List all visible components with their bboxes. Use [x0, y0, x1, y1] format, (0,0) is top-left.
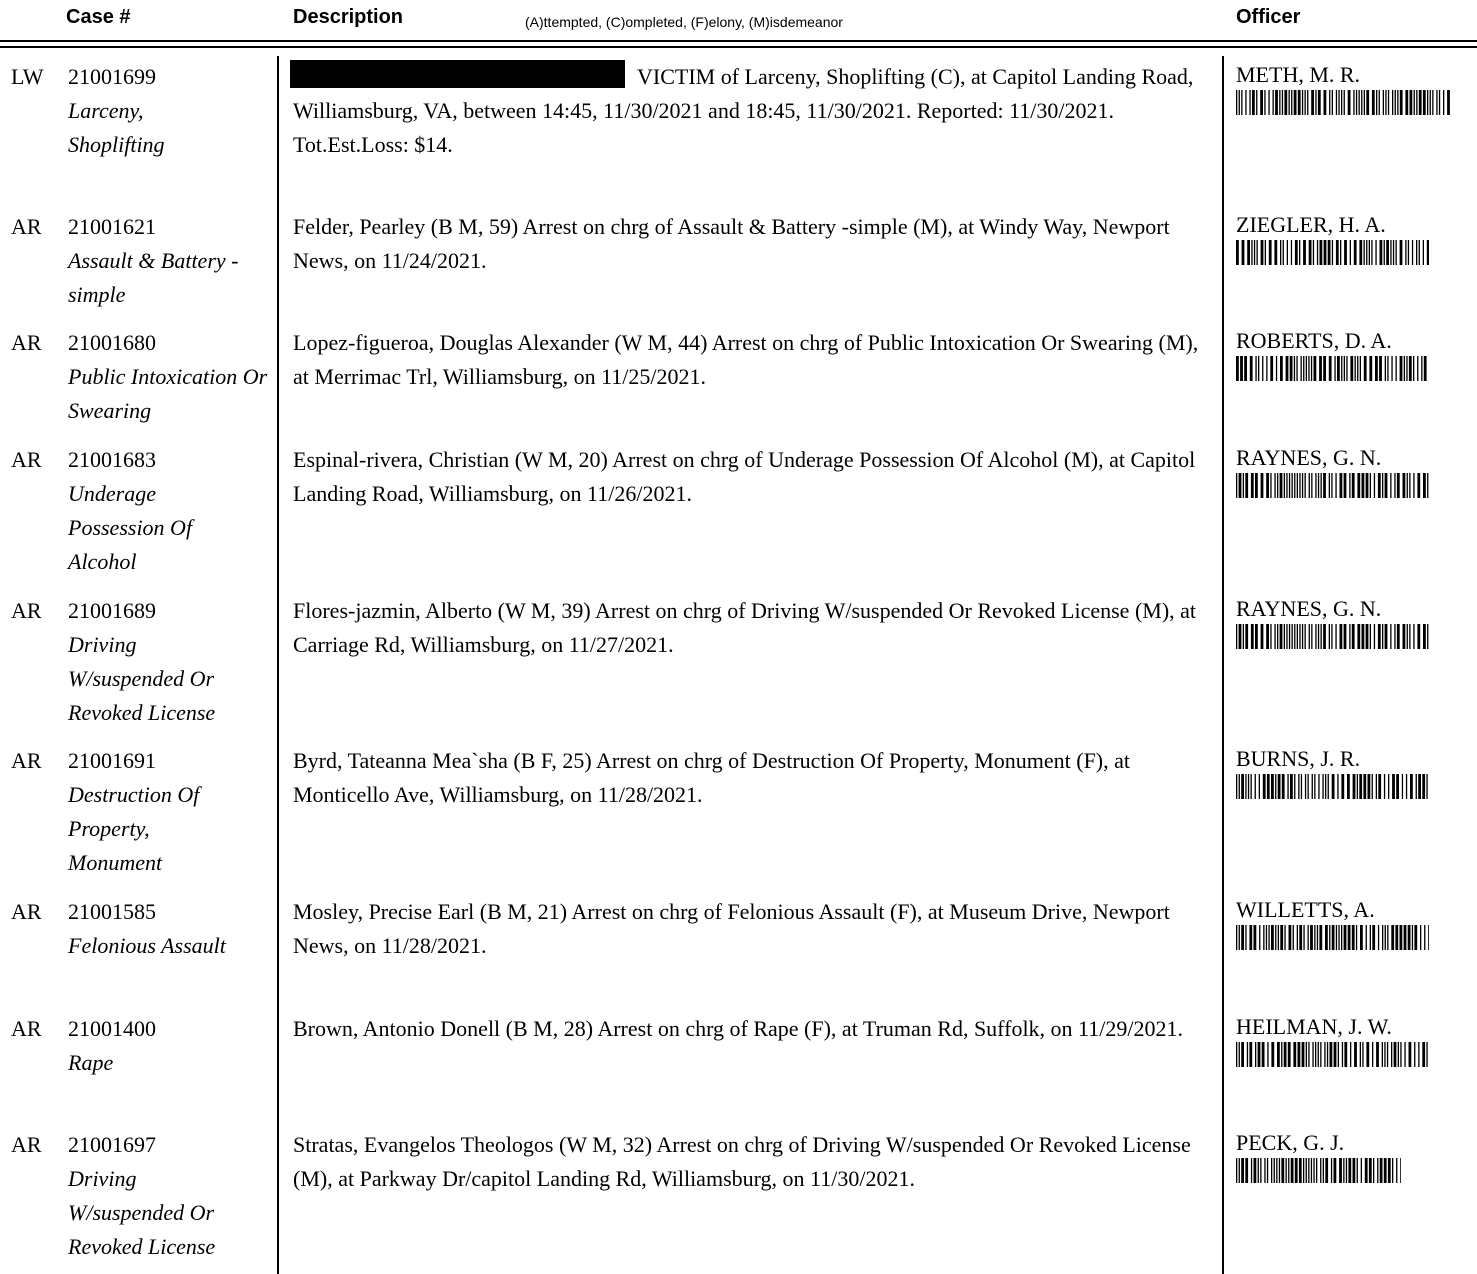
officer-name: ROBERTS, D. A.	[1236, 328, 1392, 353]
offense-name: Public Intoxication Or Swearing	[68, 364, 268, 423]
officer-name: RAYNES, G. N.	[1236, 596, 1382, 621]
case-number: 21001621	[68, 214, 156, 239]
officer-barcode	[1236, 473, 1429, 498]
case-number: 21001585	[68, 899, 156, 924]
case-description: Felder, Pearley (B M, 59) Arrest on chrg of Assault & Battery -simple (M), at Windy Way, Newport News, on 11/24/2021.	[293, 214, 1170, 273]
officer-barcode	[1236, 925, 1429, 950]
case-description: Espinal-rivera, Christian (W M, 20) Arrest on chrg of Underage Possession Of Alcohol (M), at Capitol Landing Road, Williamsburg, on 11/26/2021.	[293, 447, 1196, 506]
case-number: 21001400	[68, 1016, 156, 1041]
offense-name: Felonious Assault	[68, 933, 226, 958]
header-case: Case #	[66, 6, 131, 28]
case-description-text: VICTIM of Larceny, Shoplifting (C), at Capitol Landing Road, Williamsburg, VA, between 14:45, 11/30/2021 and 18:45, 11/30/2021. Reported: 11/30/2021. Tot.Est.Loss: $14.	[293, 64, 1194, 157]
officer-name: METH, M. R.	[1236, 62, 1361, 87]
case-number: 21001689	[68, 598, 156, 623]
case-type-code: AR	[11, 1132, 42, 1157]
case-type-code: AR	[11, 899, 42, 924]
offense-name: Driving W/suspended Or Revoked License	[68, 1166, 216, 1259]
case-description: Flores-jazmin, Alberto (W M, 39) Arrest on chrg of Driving W/suspended Or Revoked License (M), at Carriage Rd, Williamsburg, on 11/27/2021.	[293, 598, 1197, 657]
officer-barcode	[1236, 1158, 1401, 1183]
officer-name: RAYNES, G. N.	[1236, 445, 1382, 470]
case-number: 21001691	[68, 748, 156, 773]
header-description: Description	[293, 6, 404, 28]
case-type-code: AR	[11, 748, 42, 773]
case-description: Byrd, Tateanna Mea`sha (B F, 25) Arrest on chrg of Destruction Of Property, Monument (F), at Monticello Ave, Williamsburg, on 11/28/2021.	[293, 748, 1131, 807]
case-description	[293, 60, 1213, 162]
officer-name: PECK, G. J.	[1236, 1130, 1345, 1155]
column-divider-left	[277, 56, 279, 1274]
case-type-code: AR	[11, 214, 42, 239]
officer-name: BURNS, J. R.	[1236, 746, 1361, 771]
officer-barcode	[1236, 356, 1429, 381]
officer-name: ZIEGLER, H. A.	[1236, 212, 1386, 237]
case-type-code: LW	[11, 64, 44, 89]
case-type-code: AR	[11, 330, 42, 355]
officer-barcode	[1236, 624, 1429, 649]
officer-barcode	[1236, 240, 1429, 265]
case-description: Lopez-figueroa, Douglas Alexander (W M, 44) Arrest on chrg of Public Intoxication Or Swearing (M), at Merrimac Trl, Williamsburg, on 11/25/2021.	[293, 330, 1199, 389]
offense-name: Assault & Battery -simple	[68, 248, 239, 307]
case-type-code: AR	[11, 598, 42, 623]
header-officer: Officer	[1236, 6, 1301, 28]
offense-name: Destruction Of Property, Monument	[68, 782, 200, 875]
header-legend: (A)ttempted, (C)ompleted, (F)elony, (M)isdemeanor	[525, 14, 843, 30]
case-number: 21001683	[68, 447, 156, 472]
case-type-code: AR	[11, 1016, 42, 1041]
case-number: 21001697	[68, 1132, 156, 1157]
offense-name: Larceny, Shoplifting	[68, 98, 165, 157]
case-description: Stratas, Evangelos Theologos (W M, 32) Arrest on chrg of Driving W/suspended Or Revoked License (M), at Parkway Dr/capitol Landing Rd, Williamsburg, on 11/30/2021.	[293, 1132, 1191, 1191]
officer-barcode	[1236, 774, 1429, 799]
case-description: Mosley, Precise Earl (B M, 21) Arrest on chrg of Felonious Assault (F), at Museum Drive, Newport News, on 11/28/2021.	[293, 899, 1170, 958]
officer-name: HEILMAN, J. W.	[1236, 1014, 1392, 1039]
offense-name: Driving W/suspended Or Revoked License	[68, 632, 216, 725]
officer-barcode	[1236, 90, 1452, 115]
header-rule-top	[0, 40, 1477, 42]
officer-barcode	[1236, 1042, 1429, 1067]
offense-name: Rape	[68, 1050, 114, 1075]
officer-name: WILLETTS, A.	[1236, 897, 1375, 922]
case-description: Brown, Antonio Donell (B M, 28) Arrest on chrg of Rape (F), at Truman Rd, Suffolk, on 11/29/2021.	[293, 1016, 1183, 1041]
column-divider-right	[1222, 56, 1224, 1274]
case-number: 21001680	[68, 330, 156, 355]
offense-name: Underage Possession Of Alcohol	[68, 481, 193, 574]
redaction-block	[290, 60, 625, 88]
case-number: 21001699	[68, 64, 156, 89]
header-rule-bottom	[0, 46, 1477, 48]
case-type-code: AR	[11, 447, 42, 472]
